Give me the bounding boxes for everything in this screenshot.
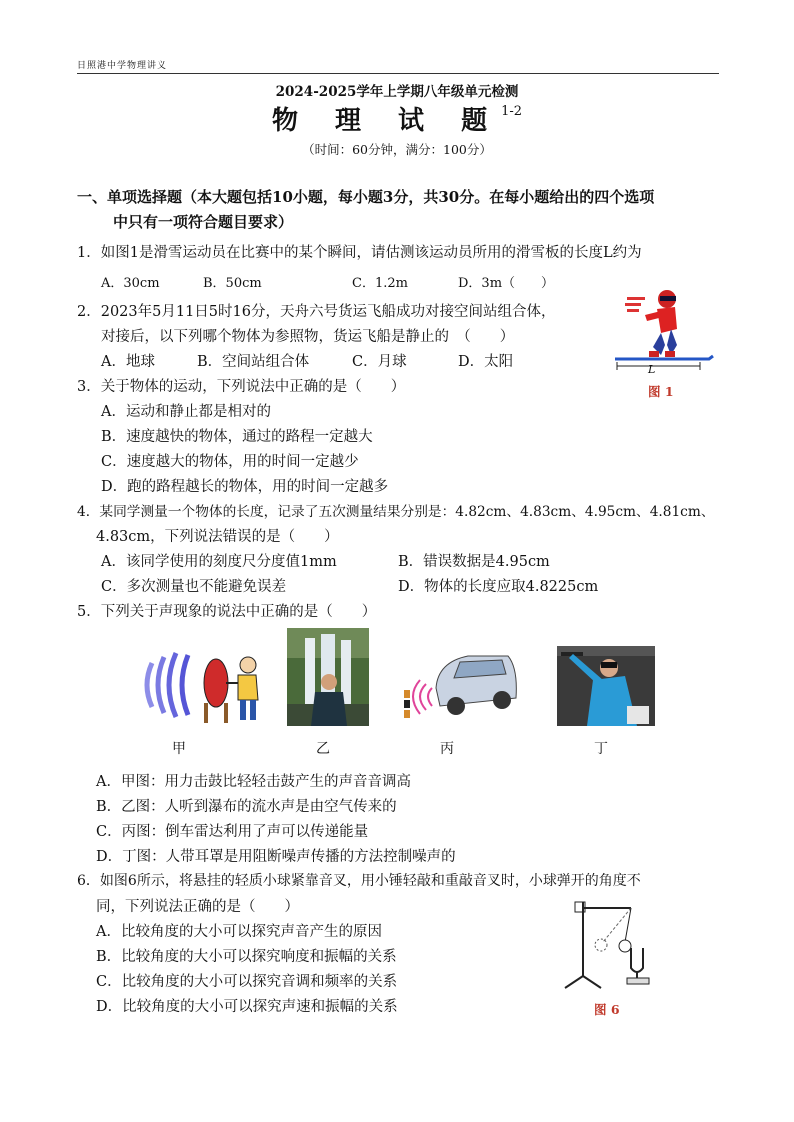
exam-time-info: （时间：60分钟，满分：100分） [302,142,492,157]
q5-stem: 5．下列关于声现象的说法中正确的是（ ） [77,604,377,620]
q1-option-b: B．50cm [203,276,262,291]
q6-option-a: A．比较角度的大小可以探究声音产生的原因 [96,924,382,940]
q1-option-d: D．3m（ ） [458,276,555,291]
q5-label-jia: 甲 [172,741,186,757]
section-note-2: 中只有一项符合题目要求） [113,213,294,231]
q1-stem: 1．如图1是滑雪运动员在比赛中的某个瞬间，请估测该运动员所用的滑雪板的长度L约为 [77,245,642,261]
q4-option-a: A．该同学使用的刻度尺分度值1mm [101,554,337,570]
q6-stem-line2: 同，下列说法正确的是（ ） [96,899,299,915]
q4-stem-line2: 4.83cm，下列说法错误的是（ ） [96,529,339,545]
q4-option-b: B．错误数据是4.95cm [398,554,550,570]
fig1-length-label: L [648,363,656,376]
exam-title: 2024-2025学年上学期八年级单元检测 [275,84,519,100]
q3-option-d: D．跑的路程越长的物体，用的时间一定越多 [101,479,389,495]
q4-option-c: C．多次测量也不能避免误差 [101,579,287,595]
skier-figure [605,285,715,380]
section-heading [77,185,727,235]
header-rule [77,73,719,74]
q2-stem-line1: 2．2023年5月11日5时16分，天舟六号货运飞船成功对接空间站组合体， [77,304,556,320]
waterfall-photo [287,628,369,726]
q6-option-b: B．比较角度的大小可以探究响度和振幅的关系 [96,949,397,965]
section-title: 一、单项选择题 [77,188,183,206]
fig6-caption: 图 6 [594,1002,620,1017]
q6-option-c: C．比较角度的大小可以探究音调和频率的关系 [96,974,398,990]
q5-option-d: D．丁图：人带耳罩是用阻断噪声传播的方法控制噪声的 [96,849,456,865]
parking-radar-figure [398,648,520,723]
q5-option-b: B．乙图：人听到瀑布的流水声是由空气传来的 [96,799,397,815]
section-note-1: （本大题包括10小题，每小题3分，共30分。在每小题给出的四个选项 [182,188,655,206]
q5-label-bing: 丙 [440,741,454,757]
shooter-photo [557,646,655,726]
q6-option-d: D．比较角度的大小可以探究声速和振幅的关系 [96,999,398,1015]
q1-option-a: A．30cm [101,276,160,291]
tuning-fork-figure [553,898,653,993]
q5-label-ding: 丁 [594,741,608,757]
q1-option-c: C．1.2m [352,276,408,291]
q5-label-yi: 乙 [316,741,330,757]
school-header: 日照港中学物理讲义 [77,61,168,71]
q2-stem-line2: 对接后，以下列哪个物体为参照物，货运飞船是静止的 （ ） [101,329,515,345]
q3-option-a: A．运动和静止都是相对的 [101,404,271,420]
q3-stem: 3．关于物体的运动，下列说法中正确的是（ ） [77,379,406,395]
q3-option-b: B．速度越快的物体，通过的路程一定越大 [101,429,373,445]
q6-stem-line1: 6．如图6所示，将悬挂的轻质小球紧靠音叉，用小锤轻敲和重敲音叉时，小球弹开的角度不 [77,873,641,889]
fig1-caption: 图 1 [648,384,674,399]
q5-option-c: C．丙图：倒车雷达利用了声可以传递能量 [96,824,369,840]
subject-title [0,100,794,137]
version-mark: 1-2 [501,104,523,119]
q2-option-c: C．月球 [352,354,407,370]
q2-option-d: D．太阳 [458,354,514,370]
q2-option-b: B．空间站组合体 [197,354,310,370]
q2-option-a: A．地球 [101,354,155,370]
subject-name: 物 理 试 题 [271,106,502,136]
q3-option-c: C．速度越大的物体，用的时间一定越少 [101,454,359,470]
q4-stem-line1: 4．某同学测量一个物体的长度，记录了五次测量结果分别是：4.82cm、4.83cm、4.95cm、4.81cm、 [77,504,715,520]
q4-option-d: D．物体的长度应取4.8225cm [398,579,599,595]
q5-option-a: A．甲图：用力击鼓比轻轻击鼓产生的声音音调高 [96,774,411,790]
drum-figure [138,645,263,725]
